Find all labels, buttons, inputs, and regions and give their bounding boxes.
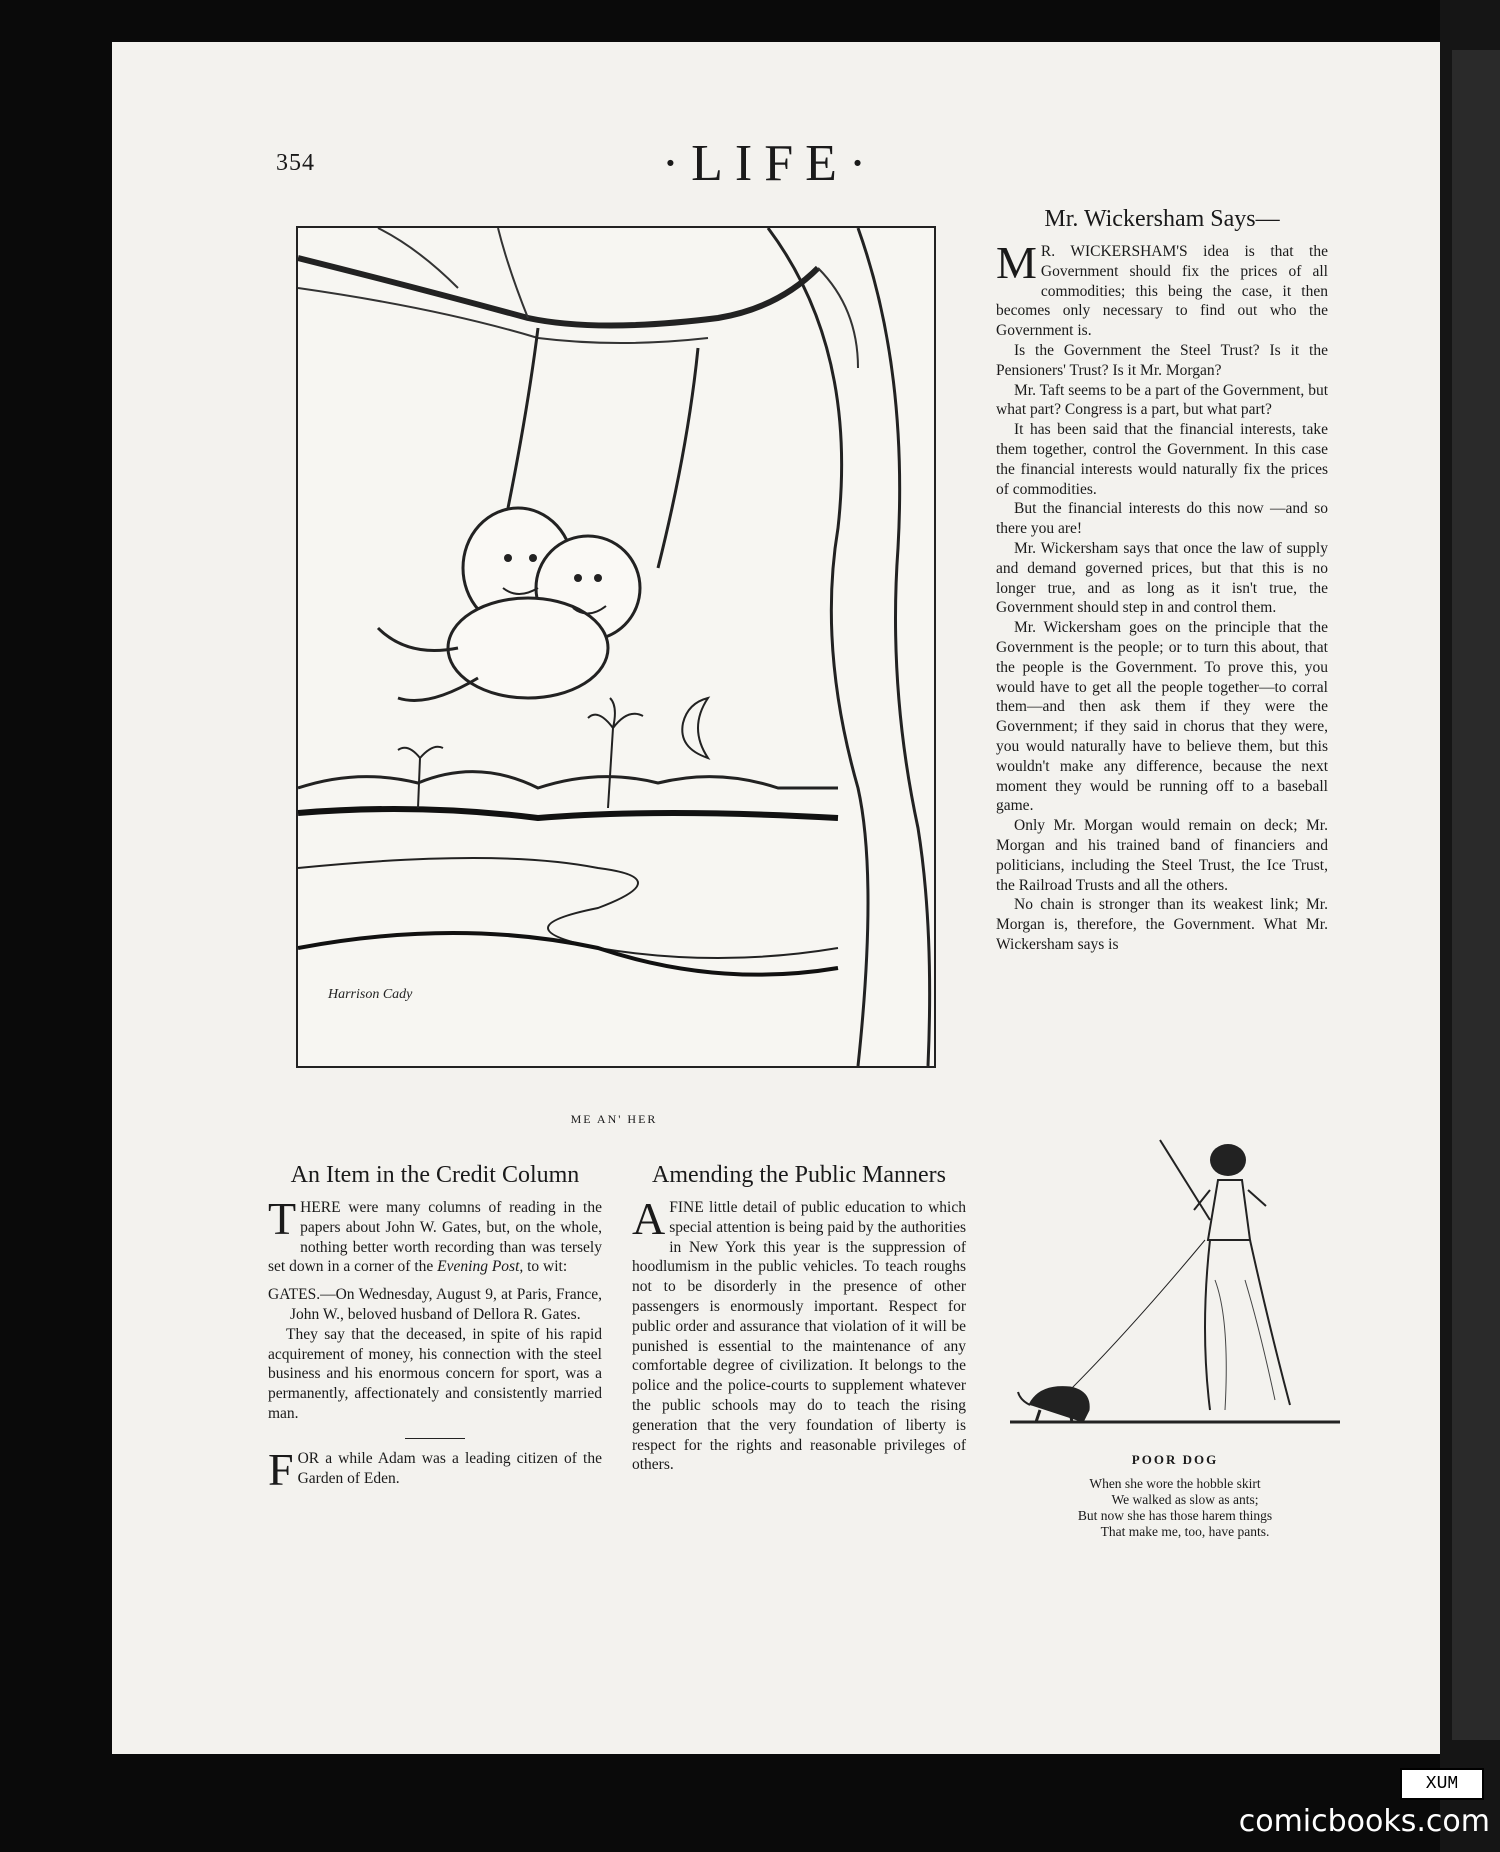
masthead-title: ·LIFE· xyxy=(661,135,879,192)
poem-line: When she wore the hobble skirt xyxy=(1089,1476,1261,1491)
wickersham-paragraph: Mr. Wickersham goes on the principle that the Government is the people; or to turn this about, that the people is the Government. To prove this, you would have to get all the people together—to corral them—and then ask them if they were the Government; if they said in chorus that they were, you would naturally have to believe them, but this wouldn't make any difference, because the next moment they would be running off to a baseball game. xyxy=(996,619,1328,815)
monkeys-illustration xyxy=(296,226,936,1068)
wickersham-paragraph: No chain is stronger than its weakest link; Mr. Morgan is, therefore, the Government. What Mr. Wickersham says is xyxy=(996,896,1328,953)
credit-column-headline: An Item in the Credit Column xyxy=(290,1162,580,1188)
adam-dropcap: F xyxy=(268,1443,294,1495)
wickersham-dropcap: M xyxy=(996,237,1037,288)
site-watermark: comicbooks.com xyxy=(1238,1804,1490,1839)
manners-article xyxy=(632,1160,966,1475)
poem xyxy=(1010,1476,1340,1540)
credit-column-intro: THERE were many columns of reading in the papers about John W. Gates, but, on the whole, nothing better worth recording than was tersely set down in a corner of the Evening Post, to wit: xyxy=(268,1193,602,1276)
illustration-signature: Harrison Cady xyxy=(328,987,413,1002)
manners-dropcap: A xyxy=(632,1193,666,1244)
wickersham-paragraph: Mr. Taft seems to be a part of the Government, but what part? Congress is a part, but what part? xyxy=(996,381,1328,419)
xum-badge: XUM xyxy=(1400,1768,1484,1800)
poem-line: That make me, too, have pants. xyxy=(1100,1524,1270,1539)
wickersham-headline: Mr. Wickersham Says— xyxy=(1044,206,1280,232)
wickersham-paragraph: Only Mr. Morgan would remain on deck; Mr. Morgan and his trained band of financiers and politicians, including the Steel Trust, the Ice Trust, the Railroad Trusts and all the others. xyxy=(996,817,1328,894)
wickersham-paragraph: Mr. Wickersham says that once the law of supply and demand governed prices, but that this is no longer true, and as long as it isn't true, the Government should step in and control them. xyxy=(996,539,1328,617)
woman-walking-dog-drawing xyxy=(1010,1130,1340,1440)
manners-headline: Amending the Public Manners xyxy=(652,1162,946,1188)
poor-dog-illustration xyxy=(1010,1130,1340,1440)
wickersham-paragraph: M R. WICKERSHAM'S idea is that the Government should fix the prices of all commodities; this being the case, it then becomes only necessary to find out who the Government is. xyxy=(996,237,1328,340)
credit-column-article xyxy=(268,1160,602,1495)
death-notice: GATES.—On Wednesday, August 9, at Paris, France, John W., beloved husband of Dellora R. Gates. xyxy=(268,1286,602,1323)
section-divider xyxy=(405,1438,465,1439)
adam-item: FOR a while Adam was a leading citizen of the Garden of Eden. xyxy=(268,1443,602,1495)
poem-title: POOR DOG xyxy=(1131,1452,1219,1467)
manners-body: AFINE little detail of public education to which special attention is being paid by the authorities in New York this year is the suppression of hoodlumism in the public vehicles. To teach roughs not to be disorderly in the presence of other passengers is enormously important. Respect for public order and assurance that violation of it will be punished is essential to the maintenance of any comfortable degree of civilization. It belongs to the police and the police-courts to supplement whatever the public schools may do to teach the rising generation that the very foundation of liberty is respect for the rights and reasonable privileges of others. xyxy=(632,1193,966,1474)
poem-line: We walked as slow as ants; xyxy=(1111,1492,1259,1507)
page-number: 354 xyxy=(276,150,315,176)
adjacent-page-edge xyxy=(1452,50,1500,1740)
wickersham-article xyxy=(996,204,1328,955)
credit-column-dropcap: T xyxy=(268,1193,297,1244)
wickersham-paragraph: But the financial interests do this now —and so there you are! xyxy=(996,500,1328,538)
wickersham-paragraph: Is the Government the Steel Trust? Is it the Pensioners' Trust? Is it Mr. Morgan? xyxy=(996,341,1328,379)
wickersham-paragraph: It has been said that the financial interests, take them together, control the Government. In this case the financial interests would naturally fix the prices of commodities. xyxy=(996,421,1328,498)
illustration-caption: ME AN' HER xyxy=(570,1112,658,1126)
credit-column-body: They say that the deceased, in spite of his rapid acquirement of money, his connection with the steel business and his enormous concern for sport, was a permanently, affectionately and consistently married man. xyxy=(268,1325,602,1422)
monkeys-drawing xyxy=(298,228,934,1066)
poem-line: But now she has those harem things xyxy=(1077,1508,1273,1523)
